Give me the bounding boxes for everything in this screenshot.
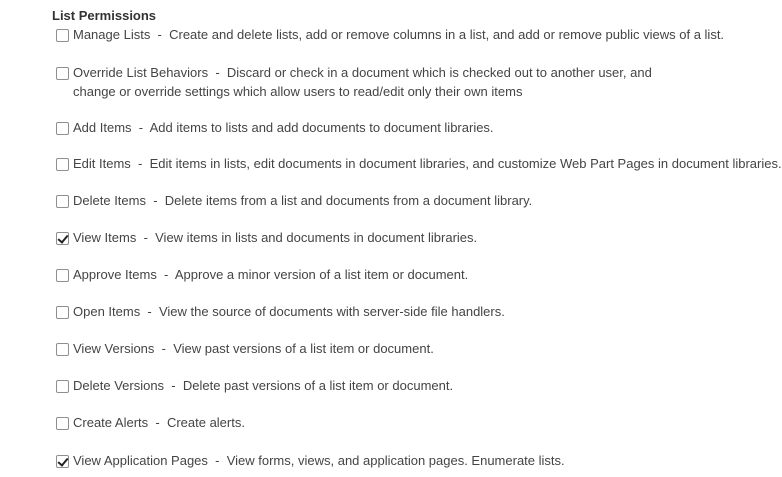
permission-name[interactable]: Manage Lists (73, 27, 151, 42)
permission-item-view-versions (56, 341, 676, 358)
permission-text (73, 154, 782, 173)
separator: - (140, 304, 159, 319)
permission-text (73, 118, 494, 137)
permission-description: View forms, views, and application pages. Enumerate lists. (226, 453, 565, 468)
manage-lists-checkbox[interactable] (56, 29, 69, 42)
view-application-pages-checkbox[interactable] (56, 455, 69, 468)
separator: - (130, 156, 150, 171)
permission-name[interactable]: Edit Items (73, 156, 131, 171)
permission-text (73, 376, 453, 395)
permission-item-view-application-pages (56, 453, 676, 470)
permission-text (73, 302, 505, 321)
permission-name[interactable]: View Items (73, 230, 137, 245)
permission-description: View items in lists and documents in document libraries. (155, 230, 478, 245)
permission-text (73, 191, 532, 210)
permission-description: Delete items from a list and documents from a document library. (164, 193, 533, 208)
separator: - (154, 341, 174, 356)
permission-text (73, 25, 724, 44)
permission-description: View past versions of a list item or document. (173, 341, 434, 356)
permission-description: Create and delete lists, add or remove columns in a list, and add or remove public views of a list. (169, 27, 725, 42)
delete-versions-checkbox[interactable] (56, 380, 69, 393)
list-permissions-section (52, 0, 782, 477)
permission-description: Add items to lists and add documents to document libraries. (149, 120, 494, 135)
permission-description: View the source of documents with server-side file handlers. (158, 304, 505, 319)
permission-item-create-alerts (56, 415, 676, 432)
permission-item-edit-items (56, 156, 782, 173)
permission-text (73, 228, 477, 247)
permission-text (73, 413, 245, 432)
permission-name[interactable]: Add Items (73, 120, 132, 135)
permission-description: Create alerts. (166, 415, 245, 430)
permission-item-delete-items (56, 193, 676, 210)
approve-items-checkbox[interactable] (56, 269, 69, 282)
permission-text (73, 63, 659, 101)
permission-name[interactable]: Open Items (73, 304, 141, 319)
view-items-checkbox[interactable] (56, 232, 69, 245)
permission-name[interactable]: Override List Behaviors (73, 65, 209, 80)
separator: - (148, 415, 167, 430)
separator: - (150, 27, 170, 42)
permission-item-open-items (56, 304, 676, 321)
permission-name[interactable]: Delete Items (73, 193, 146, 208)
permission-item-override-list-behaviors (56, 65, 676, 101)
open-items-checkbox[interactable] (56, 306, 69, 319)
separator: - (145, 193, 165, 208)
permission-description: Delete past versions of a list item or document. (182, 378, 454, 393)
permission-item-delete-versions (56, 378, 676, 395)
permission-item-manage-lists (56, 27, 725, 44)
edit-items-checkbox[interactable] (56, 158, 69, 171)
add-items-checkbox[interactable] (56, 122, 69, 135)
separator: - (208, 65, 227, 80)
permission-description: Approve a minor version of a list item or document. (174, 267, 469, 282)
separator: - (207, 453, 227, 468)
permission-name[interactable]: Approve Items (73, 267, 157, 282)
permission-name[interactable]: View Versions (73, 341, 155, 356)
permission-text (73, 451, 565, 470)
permission-item-approve-items (56, 267, 676, 284)
permission-name[interactable]: View Application Pages (73, 453, 208, 468)
permission-item-view-items (56, 230, 676, 247)
create-alerts-checkbox[interactable] (56, 417, 69, 430)
separator: - (164, 378, 183, 393)
permission-description: Discard or check in a document which is checked out to another user, and change or override settings which allow users to read/edit only their own items (73, 65, 652, 99)
permission-name[interactable]: Create Alerts (73, 415, 149, 430)
separator: - (156, 267, 175, 282)
override-list-behaviors-checkbox[interactable] (56, 67, 69, 80)
separator: - (136, 230, 156, 245)
permission-item-add-items (56, 120, 676, 137)
separator: - (131, 120, 150, 135)
permission-description: Edit items in lists, edit documents in document libraries, and customize Web Part Pages in document libraries. (149, 156, 782, 171)
delete-items-checkbox[interactable] (56, 195, 69, 208)
section-title: List Permissions (52, 8, 157, 23)
permission-text (73, 339, 434, 358)
view-versions-checkbox[interactable] (56, 343, 69, 356)
permission-name[interactable]: Delete Versions (73, 378, 165, 393)
permission-text (73, 265, 468, 284)
